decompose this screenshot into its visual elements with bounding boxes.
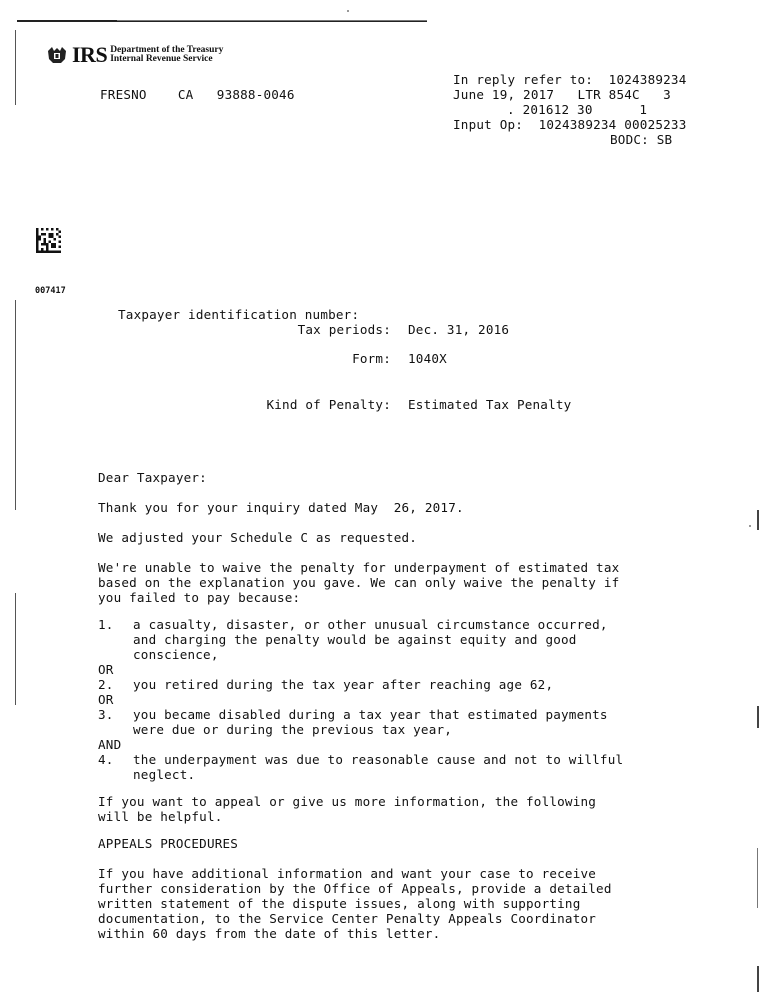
scan-edge-line xyxy=(757,706,759,728)
list-item xyxy=(98,677,623,692)
top-rule xyxy=(17,20,427,22)
scan-edge-line xyxy=(15,593,16,705)
text-line: written statement of the dispute issues, along with supporting xyxy=(98,896,581,911)
penalty-label: Kind of Penalty: xyxy=(266,397,391,412)
bodc: BODC: SB xyxy=(610,132,673,147)
irs-logo xyxy=(46,42,224,67)
dept-line-2: Internal Revenue Service xyxy=(110,54,213,64)
paragraph-adjustment: We adjusted your Schedule C as requested. xyxy=(98,530,418,545)
list-connector: OR xyxy=(98,692,114,707)
text-line: the underpayment was due to reasonable cause and not to willful xyxy=(133,752,624,767)
department-name xyxy=(110,46,223,64)
datamatrix-barcode-icon xyxy=(36,228,61,253)
text-line: a casualty, disaster, or other unusual circumstance occurred, xyxy=(133,617,608,632)
zip: 93888-0046 xyxy=(216,87,295,102)
letter-date: June 19, 2017 xyxy=(453,87,555,102)
input-op-label: Input Op: xyxy=(453,117,524,132)
list-connector: OR xyxy=(98,662,114,677)
form-value: 1040X xyxy=(408,351,447,366)
scan-edge-line xyxy=(757,510,759,530)
scan-edge-line xyxy=(15,300,16,510)
conditions-list xyxy=(98,617,623,782)
text-line: conscience, xyxy=(133,647,219,662)
letter-num: 3 xyxy=(663,87,671,102)
text-line: and charging the penalty would be against equity and good xyxy=(133,632,577,647)
scan-speck xyxy=(347,10,349,12)
form-label: Form: xyxy=(352,351,391,366)
period-seq: 1 xyxy=(639,102,648,117)
scan-edge-line xyxy=(757,848,758,908)
tax-periods-value: Dec. 31, 2016 xyxy=(408,322,510,337)
period-code: 201612 30 xyxy=(522,102,593,117)
letter-date-line xyxy=(453,87,671,102)
list-number: 1. xyxy=(98,617,114,632)
reply-label: In reply refer to: xyxy=(453,72,594,87)
letter-code: LTR 854C xyxy=(577,87,640,102)
text-line: you became disabled during a tax year that estimated payments xyxy=(133,707,608,722)
text-line: were due or during the previous tax year, xyxy=(133,722,453,737)
list-item xyxy=(98,617,623,662)
text-line: you failed to pay because: xyxy=(98,590,301,605)
dept-line-1: Department of the Treasury xyxy=(110,45,224,55)
list-connector: AND xyxy=(98,737,122,752)
reply-reference xyxy=(453,72,686,87)
text-line: you retired during the tax year after reaching age 62, xyxy=(133,677,554,692)
paragraph-inquiry: Thank you for your inquiry dated May 26, 2017. xyxy=(98,500,464,515)
list-number: 4. xyxy=(98,752,114,767)
tax-periods-label: Tax periods: xyxy=(297,322,391,337)
text-line: documentation, to the Service Center Penalty Appeals Coordinator xyxy=(98,911,597,926)
list-number: 2. xyxy=(98,677,114,692)
list-item xyxy=(98,707,623,737)
paragraph-waiver xyxy=(98,560,619,605)
text-line: neglect. xyxy=(133,767,196,782)
tin-label: Taxpayer identification number: xyxy=(118,307,360,322)
scan-edge-line xyxy=(15,30,16,105)
paragraph-appeals-procedure xyxy=(98,866,612,941)
text-line: If you want to appeal or give us more information, the following xyxy=(98,794,597,809)
text-line: based on the explanation you gave. We can only waive the penalty if xyxy=(98,575,620,590)
state: CA xyxy=(177,87,194,102)
document-number: 007417 xyxy=(35,286,66,296)
agency-abbreviation: IRS xyxy=(72,42,108,67)
period-code-line: . 201612 30 1 xyxy=(507,102,648,117)
eagle-seal-icon xyxy=(46,45,68,65)
salutation: Dear Taxpayer: xyxy=(98,470,207,485)
text-line: further consideration by the Office of Appeals, provide a detailed xyxy=(98,881,612,896)
list-number: 3. xyxy=(98,707,114,722)
paragraph-appeal-intro xyxy=(98,794,596,824)
reply-number: 1024389234 xyxy=(608,72,687,87)
scan-edge-line xyxy=(757,966,759,992)
scan-speck xyxy=(749,525,751,527)
text-line: If you have additional information and want your case to receive xyxy=(98,866,597,881)
input-op-value: 1024389234 00025233 xyxy=(538,117,687,132)
text-line: We're unable to waive the penalty for underpayment of estimated tax xyxy=(98,560,620,575)
text-line: will be helpful. xyxy=(98,809,223,824)
city: FRESNO xyxy=(100,87,147,102)
return-address xyxy=(100,87,295,102)
penalty-value: Estimated Tax Penalty xyxy=(408,397,572,412)
appeals-heading: APPEALS PROCEDURES xyxy=(98,836,239,851)
text-line: within 60 days from the date of this letter. xyxy=(98,926,441,941)
input-op-line xyxy=(453,117,687,132)
list-item xyxy=(98,752,623,782)
